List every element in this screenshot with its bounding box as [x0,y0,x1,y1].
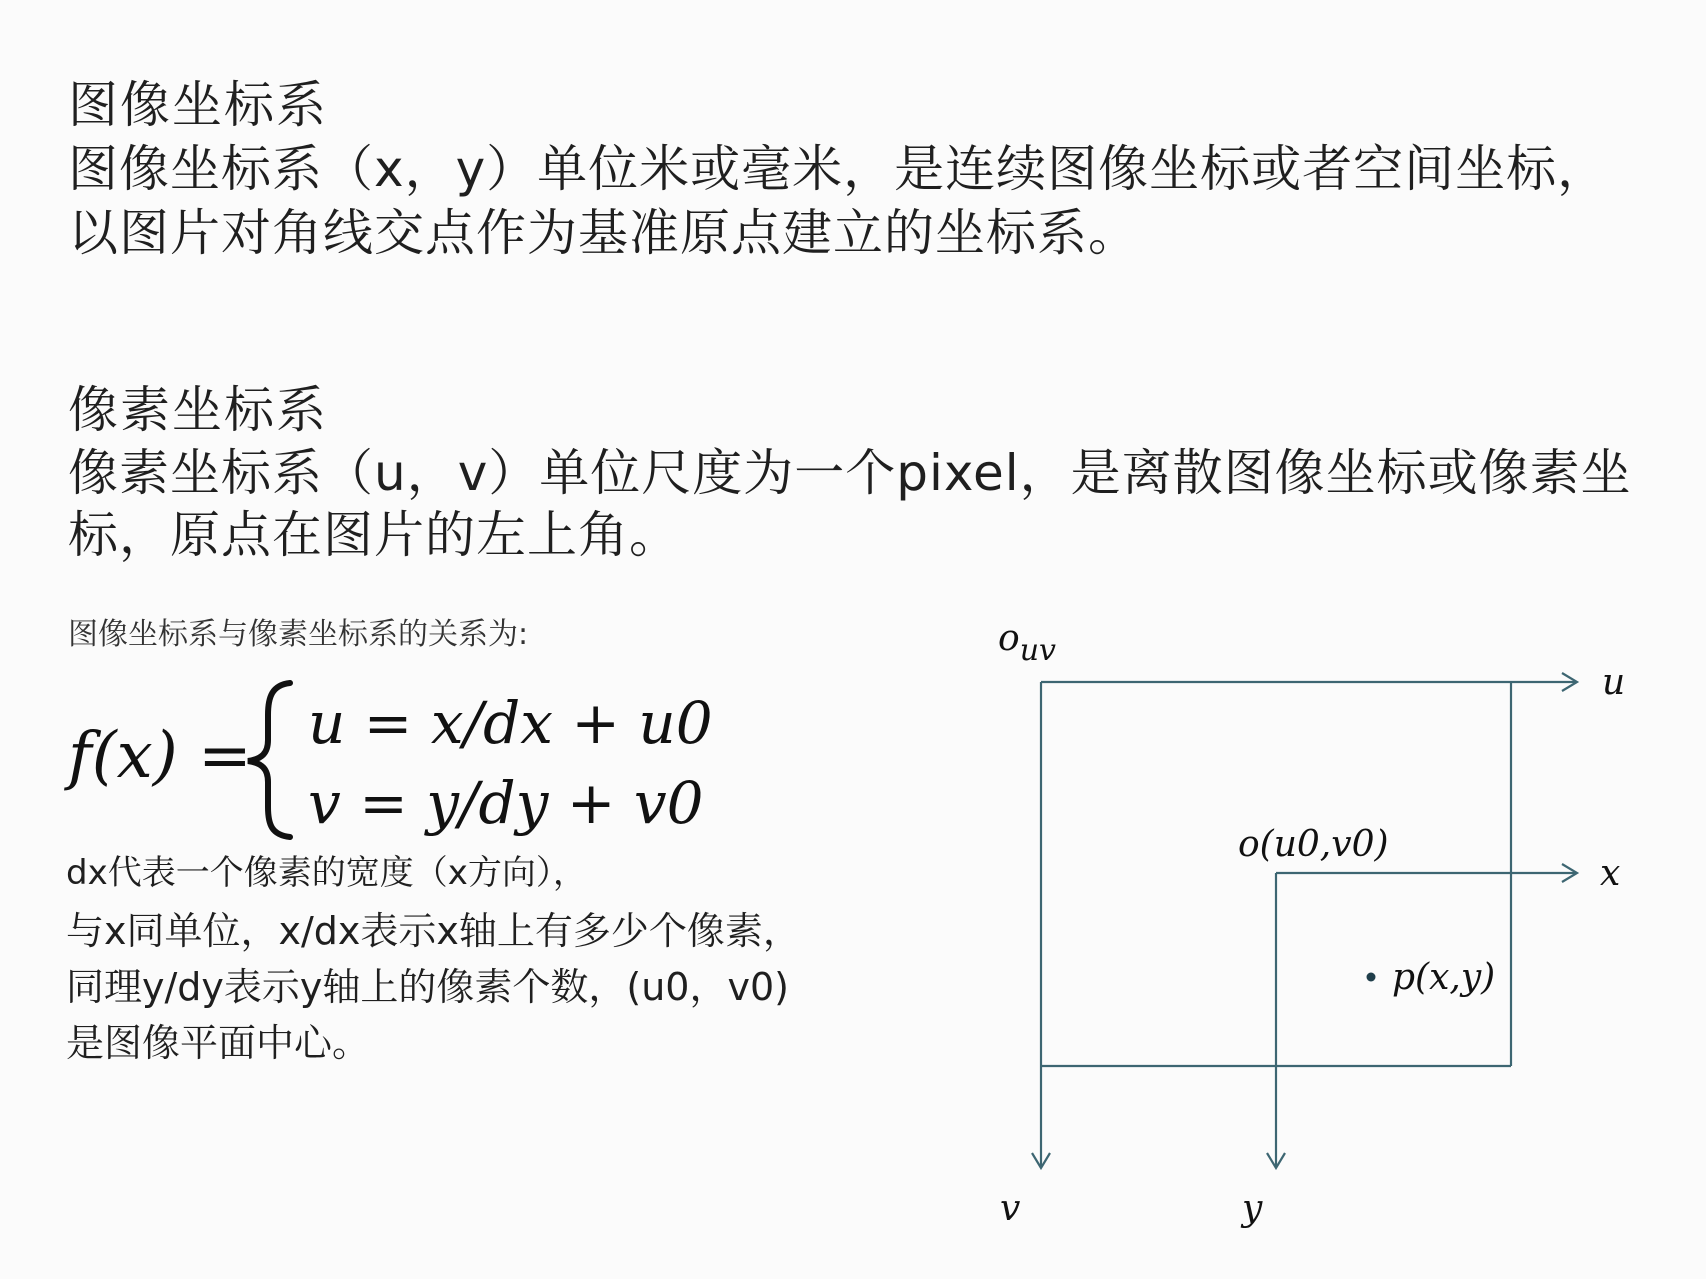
formula-row-v: v = y/dy + v0 [308,769,704,837]
section2-text-line1: 像素坐标系（u，v）单位尺度为一个pixel，是离散图像坐标或像素坐 [68,444,1632,502]
section1-text-line2: 以图片对角线交点作为基准原点建立的坐标系。 [68,204,1139,262]
explanation-line4: 是图像平面中心。 [66,1021,371,1065]
section1-text-line1: 图像坐标系（x，y）单位米或毫米，是连续图像坐标或者空间坐标， [68,140,1609,198]
origin-uv-label: $o_{uv}$ [998,620,1056,668]
formula-lhs: f(x) = [68,719,252,793]
relation-intro: 图像坐标系与像素坐标系的关系为: [68,617,529,652]
curly-brace [248,683,290,837]
section2-heading: 像素坐标系 [68,381,328,439]
section1-heading: 图像坐标系 [68,76,328,134]
explanation-line1: dx代表一个像素的宽度（x方向）， [66,853,587,893]
point-p-label: p(x,y) [1392,957,1496,998]
section2-text-line2: 标，原点在图片的左上角。 [68,506,680,564]
point-p-dot [1367,973,1376,982]
center-origin-label: o(u0,v0) [1238,824,1389,865]
v-axis-label: v [1000,1188,1021,1229]
coordinate-diagram [960,620,1700,1240]
x-axis-label: x [1600,853,1621,894]
formula-row-u: u = x/dx + u0 [308,689,713,757]
u-axis-label: u [1602,662,1626,703]
piecewise-formula [60,675,760,845]
explanation-line2: 与x同单位，x/dx表示x轴上有多少个像素， [66,909,801,953]
explanation-line3: 同理y/dy表示y轴上的像素个数，(u0，v0) [66,965,789,1009]
y-axis-label: y [1242,1188,1263,1229]
